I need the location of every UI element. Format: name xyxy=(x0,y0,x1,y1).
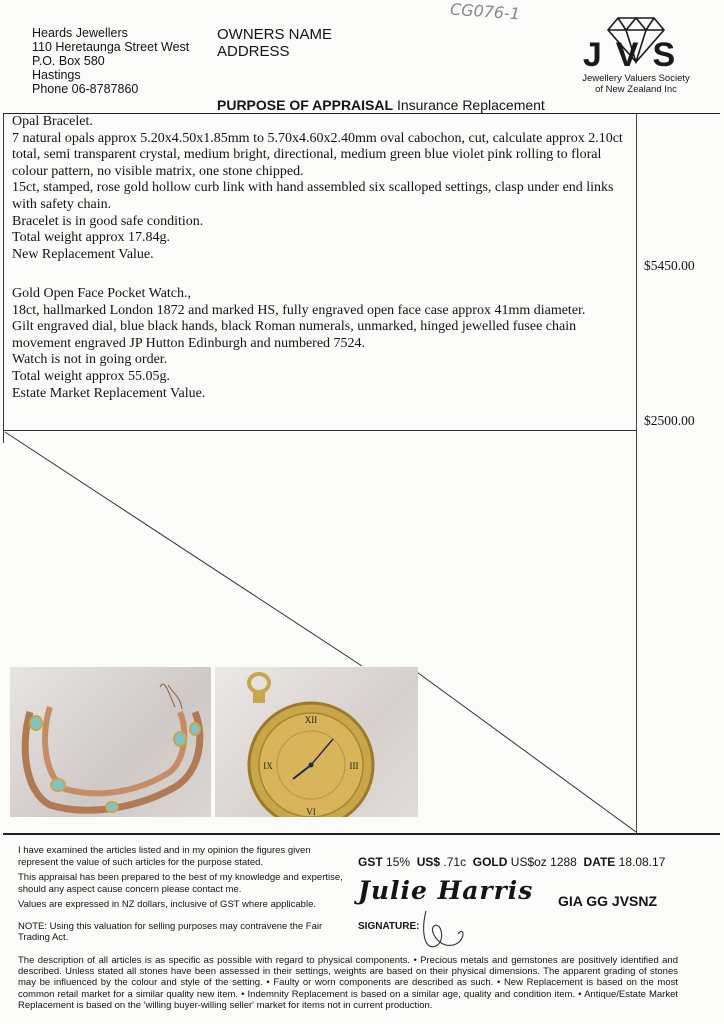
item-value-type: New Replacement Value. xyxy=(12,246,154,262)
item-detail: Bracelet is in good safe condition. xyxy=(12,213,204,229)
svg-text:IX: IX xyxy=(263,761,273,771)
reference-stamp: CG076-1 xyxy=(449,0,521,24)
item-detail: 7 natural opals approx 5.20x4.50x1.85mm to 5.70x4.60x2.40mm oval cabochon, cut, calculate approx 2.10ct total, semi transparent crystal, medium bright, directional, medium green blue violet pink rolling to floral colour pattern, no visible matrix, one stone chipped. xyxy=(12,130,623,179)
owner-name-label: OWNERS NAME xyxy=(217,26,333,43)
signatory-name: Julie Harris xyxy=(358,876,534,905)
jvs-logo-letters: JVS xyxy=(582,36,690,68)
bracelet-illustration xyxy=(10,667,211,817)
us-rate-label: US$ xyxy=(416,855,441,869)
item-detail: Gilt engraved dial, blue black hands, black Roman numerals, unmarked, hinged jewelled fusee chain movement engraved JP Hutton Edinburgh and numbered 7524. xyxy=(12,319,577,351)
item-price: $2500.00 xyxy=(644,413,695,428)
item-detail: 15ct, stamped, rose gold hollow curb link with hand assembled six scalloped settings, clasp under end links with safety chain. xyxy=(12,180,614,212)
item-price: $5450.00 xyxy=(644,258,695,273)
jeweller-name: Heards Jewellers xyxy=(32,26,128,40)
item-title: Opal Bracelet. xyxy=(12,114,93,129)
jvs-tagline-2: of New Zealand Inc xyxy=(595,84,677,95)
item-detail: 18ct, hallmarked London 1872 and marked HS, fully engraved open face case approx 41mm diameter. xyxy=(12,302,586,318)
purpose-value: Insurance Replacement xyxy=(396,97,545,113)
item-opal-bracelet xyxy=(12,114,632,263)
jeweller-street: 110 Heretaunga Street West xyxy=(32,40,190,54)
jeweller-po-box: P.O. Box 580 xyxy=(32,54,105,68)
signature-label: SIGNATURE: xyxy=(358,921,420,932)
declaration-expertise: This appraisal has been prepared to the best of my knowledge and expertise, should any aspect cause concern please contact me. xyxy=(18,872,343,895)
gst-value: 15% xyxy=(386,855,411,869)
declaration-opinion: I have examined the articles listed and in my opinion the figures given represent the value of such articles for the purpose stated. xyxy=(18,845,311,868)
gold-value: 1288 xyxy=(550,855,577,869)
svg-text:III: III xyxy=(349,761,359,771)
item-value-type: Estate Market Replacement Value. xyxy=(12,385,206,401)
rates-line xyxy=(358,855,665,869)
item-detail: Watch is not in going order. xyxy=(12,352,168,368)
jeweller-city: Hastings xyxy=(32,68,81,82)
gold-label: GOLD xyxy=(472,855,508,869)
date-value: 18.08.17 xyxy=(618,855,666,869)
jeweller-phone: Phone 06-8787860 xyxy=(32,82,139,96)
declaration-note: NOTE: Using this valuation for selling purposes may contravene the Fair Trading Act. xyxy=(18,920,323,943)
gst-label: GST xyxy=(358,855,383,869)
item-pocket-watch xyxy=(12,286,632,402)
item-detail: Total weight approx 55.05g. xyxy=(12,368,171,384)
item-detail: Total weight approx 17.84g. xyxy=(12,230,171,246)
pocket-watch-illustration xyxy=(215,667,418,817)
declaration-block xyxy=(18,845,348,948)
svg-text:VI: VI xyxy=(306,807,316,817)
jvs-tagline-1: Jewellery Valuers Society xyxy=(582,73,690,84)
purpose-label: PURPOSE OF APPRAISAL xyxy=(217,97,394,113)
svg-text:XII: XII xyxy=(304,715,318,725)
date-label: DATE xyxy=(583,855,616,869)
pocket-watch-photo xyxy=(215,667,418,817)
declaration-currency: Values are expressed in NZ dollars, inclusive of GST where applicable. xyxy=(18,899,316,910)
signatory-credentials: GIA GG JVSNZ xyxy=(558,893,658,909)
terms-description: The description of all articles is as specific as possible with regard to physical components. • Precious metals and gemstones are positively identified and described. Unless stated all stones have been assessed in their settings, weights are based on their physical dimensions. The apparent grading of stones may be influenced by the colour and style of the setting. • Faulty or worn components are described as such. • New Replacement is based on the most common retail market for a similar quality new item. • Indemnity Replacement is based on a similar age, quality and condition item. • Antique/Estate Market Replacement is based on the 'willing buyer-willing seller' market for items not in current production. xyxy=(18,955,678,1011)
us-rate-value: .71c xyxy=(443,855,467,869)
item-title: Gold Open Face Pocket Watch., xyxy=(12,286,192,301)
handwritten-signature xyxy=(416,906,476,956)
gold-unit: US$oz xyxy=(510,855,547,869)
owner-address-label: ADDRESS xyxy=(217,43,290,60)
bracelet-photo xyxy=(10,667,211,817)
